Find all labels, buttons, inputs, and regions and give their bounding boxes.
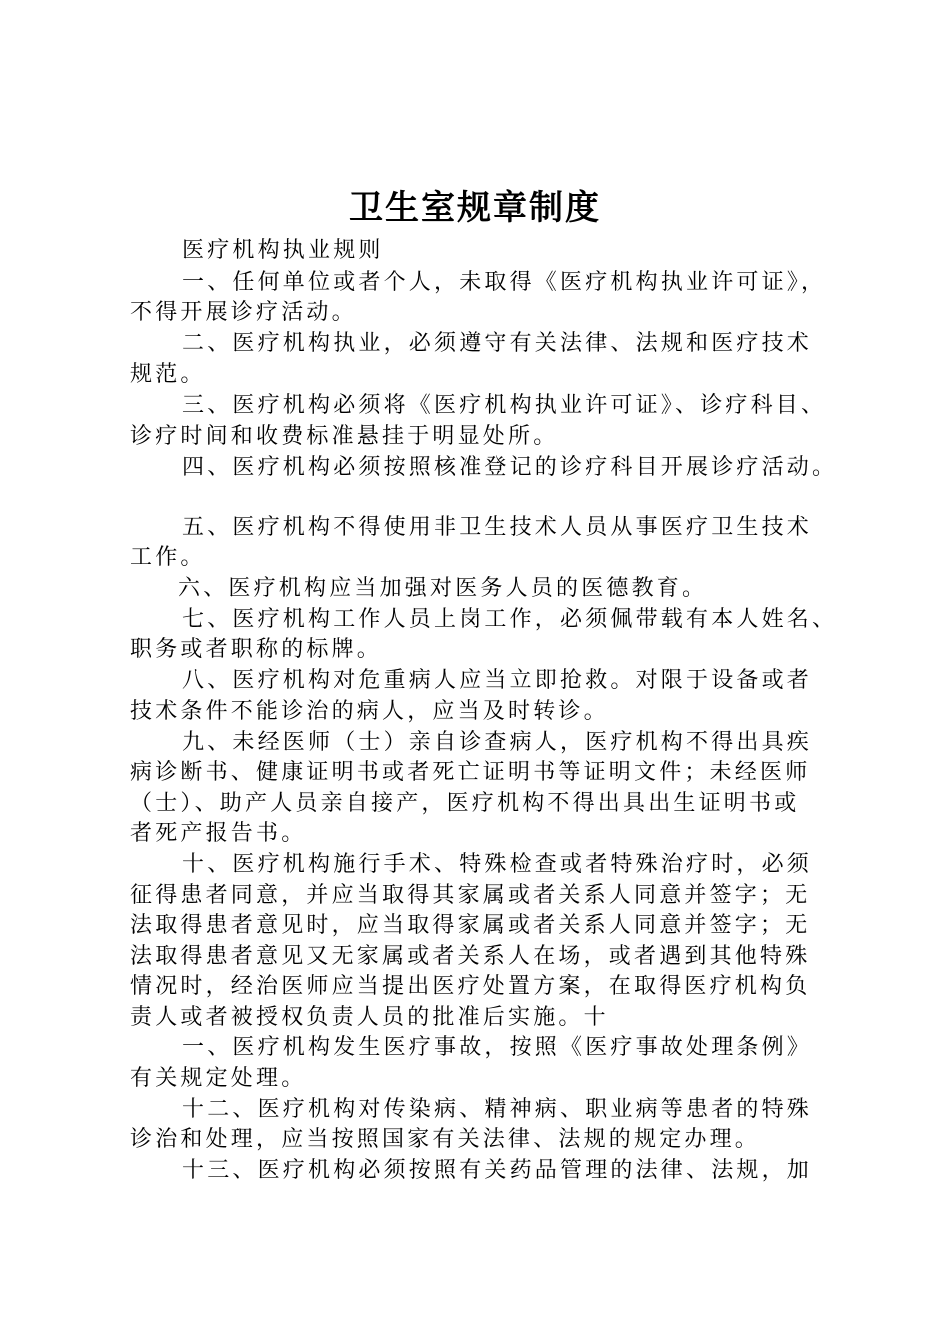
paragraph-line: 七、医疗机构工作人员上岗工作，必须佩带载有本人姓名、	[182, 607, 838, 632]
paragraph-line: 责人或者被授权负责人员的批准后实施。十	[130, 1005, 609, 1030]
paragraph-line: 一、任何单位或者个人，未取得《医疗机构执业许可证》，	[182, 270, 827, 295]
paragraph-line: 三、医疗机构必须将《医疗机构执业许可证》、诊疗科目、	[182, 393, 827, 418]
paragraph-line: 法取得患者意见又无家属或者关系人在场，或者遇到其他特殊	[130, 944, 811, 969]
paragraph-line: 有关规定处理。	[130, 1066, 307, 1091]
paragraph-line: 八、医疗机构对危重病人应当立即抢救。对限于设备或者	[182, 668, 813, 693]
paragraph-line: 二、医疗机构执业，必须遵守有关法律、法规和医疗技术	[182, 331, 813, 356]
paragraph-line: 法取得患者意见时，应当取得家属或者关系人同意并签字；无	[130, 913, 811, 938]
paragraph-line: 一、医疗机构发生医疗事故，按照《医疗事故处理条例》	[182, 1035, 813, 1060]
paragraph-line: 不得开展诊疗活动。	[130, 300, 357, 325]
paragraph-line: 工作。	[130, 545, 206, 570]
paragraph-line: 病诊断书、健康证明书或者死亡证明书等证明文件；未经医师	[130, 760, 811, 785]
paragraph-line: 技术条件不能诊治的病人，应当及时转诊。	[130, 699, 609, 724]
paragraph-line: 征得患者同意，并应当取得其家属或者关系人同意并签字；无	[130, 883, 811, 908]
section-heading: 医疗机构执业规则	[182, 238, 384, 263]
paragraph-line: 诊治和处理，应当按照国家有关法律、法规的规定办理。	[130, 1127, 761, 1152]
paragraph-line: 情况时，经治医师应当提出医疗处置方案，在取得医疗机构负	[130, 974, 811, 999]
document-title: 卫生室规章制度	[349, 188, 601, 228]
paragraph-line: 职务或者职称的标牌。	[130, 637, 383, 662]
paragraph-line: 四、医疗机构必须按照核准登记的诊疗科目开展诊疗活动。	[182, 455, 838, 480]
paragraph-line: 五、医疗机构不得使用非卫生技术人员从事医疗卫生技术	[182, 515, 813, 540]
paragraph-line: 十三、医疗机构必须按照有关药品管理的法律、法规，加	[182, 1158, 813, 1183]
paragraph-line: 诊疗时间和收费标准悬挂于明显处所。	[130, 424, 559, 449]
paragraph-line: 者死产报告书。	[130, 821, 307, 846]
paragraph-line: （士）、助产人员亲自接产，医疗机构不得出具出生证明书或	[130, 791, 800, 816]
paragraph-line: 十、医疗机构施行手术、特殊检查或者特殊治疗时，必须	[182, 852, 813, 877]
paragraph-line: 九、未经医师（士）亲自诊查病人，医疗机构不得出具疾	[182, 730, 813, 755]
paragraph-line: 规范。	[130, 362, 206, 387]
paragraph-line: 六、医疗机构应当加强对医务人员的医德教育。	[178, 576, 708, 601]
paragraph-line: 十二、医疗机构对传染病、精神病、职业病等患者的特殊	[182, 1097, 813, 1122]
